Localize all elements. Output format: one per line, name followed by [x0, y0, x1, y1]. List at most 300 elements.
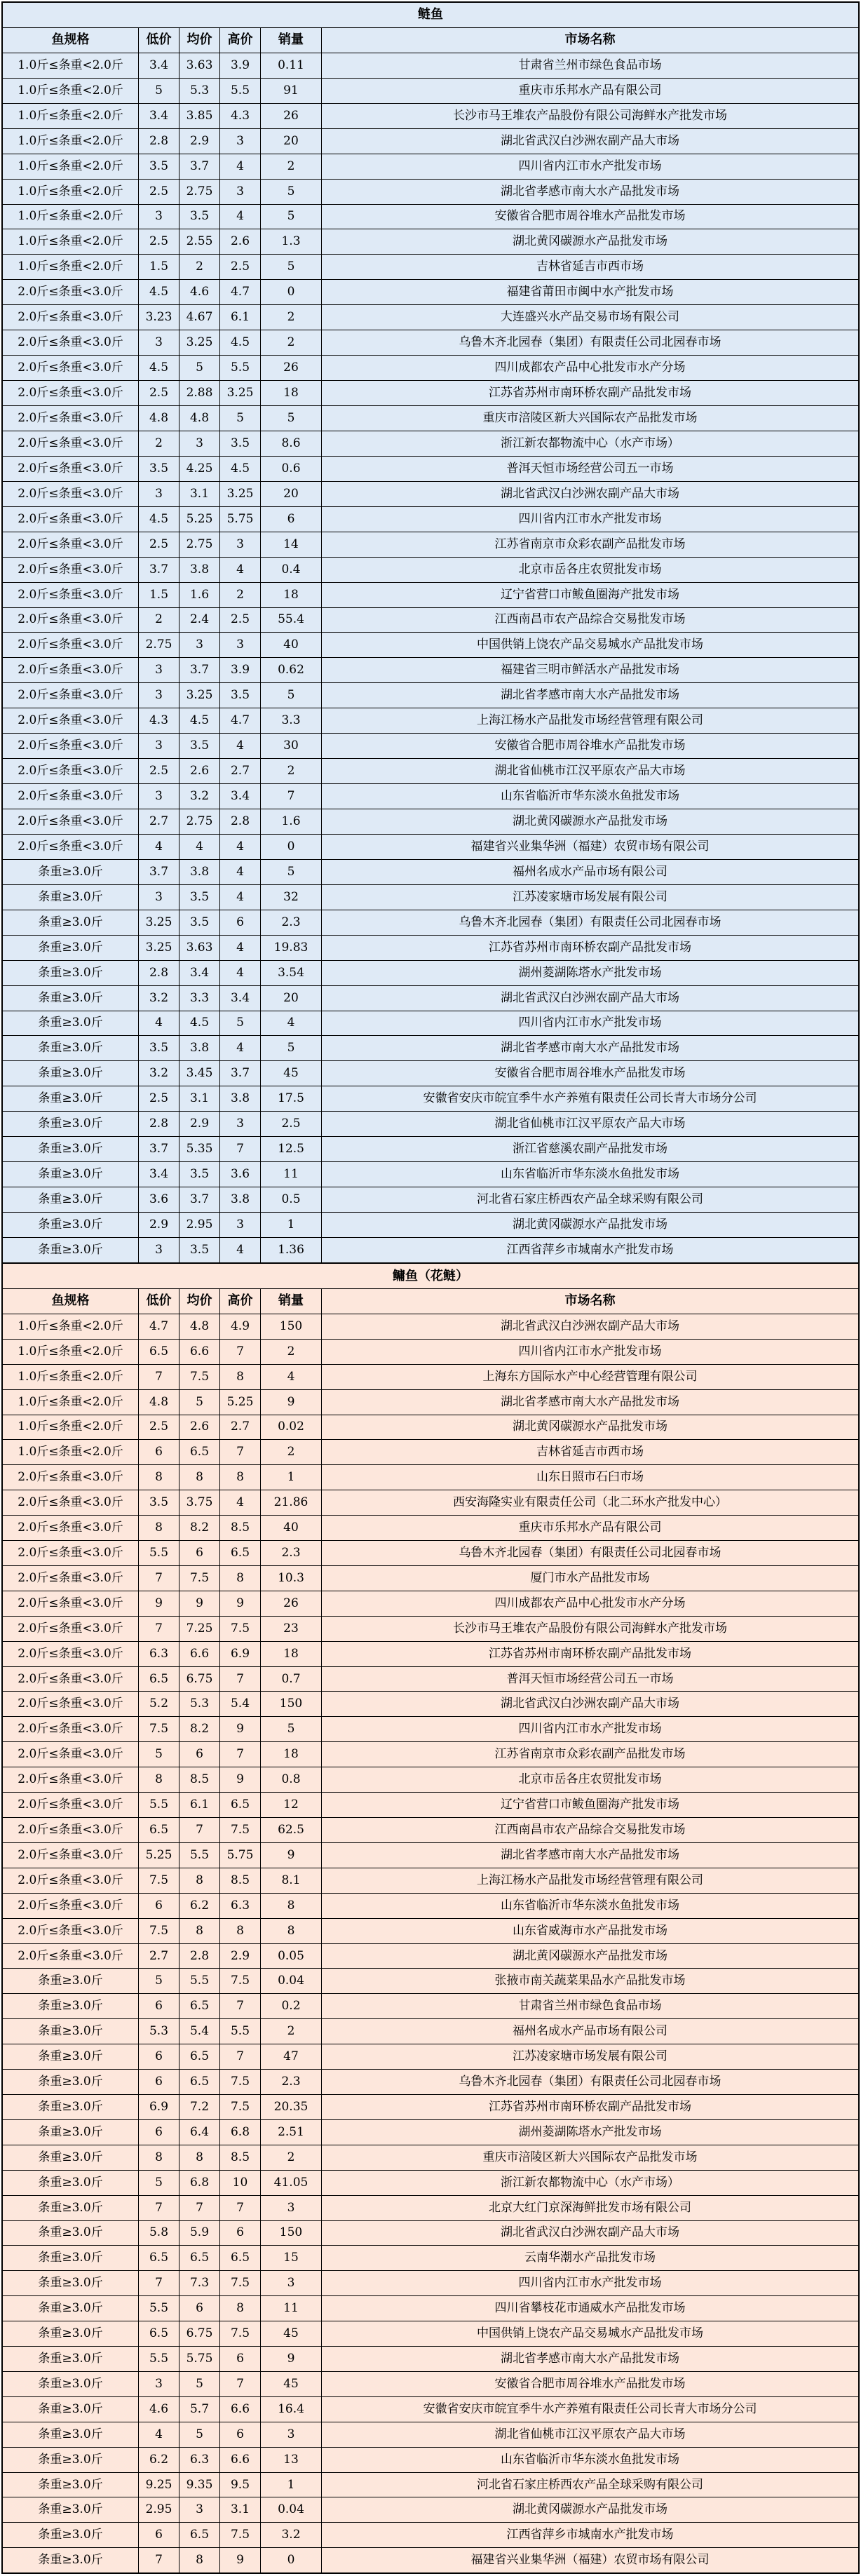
cell-spec: 1.0斤≤条重<2.0斤: [3, 154, 139, 179]
cell-avg: 7.25: [179, 1617, 220, 1641]
cell-spec: 1.0斤≤条重<2.0斤: [3, 1314, 139, 1339]
table-row: [3, 330, 858, 356]
cell-low: 3.6: [139, 1187, 179, 1212]
cell-market: 江苏省苏州市南环桥农副产品批发市场: [489, 2099, 691, 2114]
cell-low: 3.5: [139, 457, 179, 481]
table-row: [3, 2321, 858, 2347]
cell-spec: 2.0斤≤条重<3.0斤: [3, 507, 139, 532]
cell-avg: 5.5: [179, 1843, 220, 1868]
cell-avg: 2.95: [179, 1213, 220, 1237]
cell-high: 3: [220, 129, 261, 154]
cell-avg: 4.67: [179, 305, 220, 330]
cell-spec: 条重≥3.0斤: [3, 2246, 139, 2270]
cell-high: 4: [220, 734, 261, 758]
cell-market: 重庆市乐邦水产品有限公司: [518, 83, 662, 97]
cell-volume: 11: [261, 1162, 322, 1187]
cell-spec: 条重≥3.0斤: [3, 2196, 139, 2220]
cell-low: 9.25: [139, 2473, 179, 2497]
cell-market: 湖北省武汉白沙洲农副产品大市场: [501, 1697, 679, 1711]
table-row: [3, 2120, 858, 2145]
cell-volume: 7: [261, 784, 322, 809]
table-row: [3, 457, 858, 482]
cell-avg: 2.4: [179, 608, 220, 633]
cell-volume: 3.2: [261, 2523, 322, 2547]
cell-volume: 20: [261, 129, 322, 154]
cell-low: 3.4: [139, 1162, 179, 1187]
cell-avg: 3.63: [179, 936, 220, 960]
table-row: [3, 1994, 858, 2019]
cell-low: 3: [139, 885, 179, 910]
cell-avg: 5: [179, 356, 220, 380]
header-low: 低价: [139, 28, 179, 53]
table-row: [3, 507, 858, 532]
cell-volume: 18: [261, 381, 322, 405]
cell-market: 江苏省南京市众彩农副产品批发市场: [494, 1747, 686, 1762]
cell-high: 6: [220, 2422, 261, 2447]
cell-low: 6.9: [139, 2095, 179, 2119]
table-row: [3, 255, 858, 280]
cell-avg: 3: [179, 633, 220, 657]
cell-volume: 0.5: [261, 1187, 322, 1212]
header-volume: 销量: [261, 1289, 322, 1314]
cell-volume: 2.5: [261, 1112, 322, 1136]
cell-spec: 2.0斤≤条重<3.0斤: [3, 381, 139, 405]
cell-spec: 条重≥3.0斤: [3, 885, 139, 910]
table-row: [3, 1365, 858, 1390]
table-row: [3, 1415, 858, 1441]
cell-low: 6.5: [139, 1340, 179, 1364]
table-row: [3, 180, 858, 205]
cell-market: 张掖市南关蔬菜果品水产品批发市场: [494, 1974, 686, 1988]
cell-spec: 条重≥3.0斤: [3, 936, 139, 960]
cell-market: 江苏凌家塘市场发展有限公司: [513, 2049, 667, 2064]
section-silver-carp: [3, 3, 858, 1262]
cell-avg: 5.4: [179, 2019, 220, 2044]
cell-volume: 2: [261, 154, 322, 179]
cell-avg: 5.35: [179, 1137, 220, 1161]
cell-low: 3.5: [139, 1490, 179, 1515]
cell-market: 湖北省仙桃市江汉平原农产品大市场: [494, 764, 686, 778]
cell-low: 6: [139, 2044, 179, 2069]
cell-market: 江西南昌市农产品综合交易批发市场: [494, 1822, 686, 1837]
cell-spec: 条重≥3.0斤: [3, 1187, 139, 1212]
cell-low: 3: [139, 1238, 179, 1262]
cell-spec: 1.0斤≤条重<2.0斤: [3, 1365, 139, 1389]
cell-volume: 1.36: [261, 1238, 322, 1262]
cell-high: 6.5: [220, 1793, 261, 1817]
table-row: [3, 784, 858, 809]
cell-high: 6.1: [220, 305, 261, 330]
cell-spec: 条重≥3.0斤: [3, 2296, 139, 2321]
cell-avg: 2.88: [179, 381, 220, 405]
cell-low: 3.7: [139, 860, 179, 884]
cell-high: 6: [220, 2221, 261, 2246]
cell-spec: 1.0斤≤条重<2.0斤: [3, 205, 139, 229]
cell-high: 5.75: [220, 507, 261, 532]
cell-high: 6.8: [220, 2120, 261, 2145]
cell-low: 4.3: [139, 708, 179, 733]
cell-high: 7: [220, 2372, 261, 2396]
cell-high: 5: [220, 406, 261, 431]
cell-market: 江西南昌市农产品综合交易批发市场: [494, 612, 686, 627]
cell-volume: 15: [261, 2246, 322, 2270]
cell-volume: 2: [261, 1340, 322, 1364]
cell-spec: 2.0斤≤条重<3.0斤: [3, 1566, 139, 1591]
cell-spec: 条重≥3.0斤: [3, 2271, 139, 2295]
cell-avg: 6.6: [179, 1642, 220, 1666]
table-row: [3, 2019, 858, 2044]
section-bighead-carp: [3, 1262, 858, 2572]
cell-avg: 8: [179, 2145, 220, 2170]
cell-market: 四川成都农产品中心批发市水产分场: [494, 1596, 686, 1610]
cell-market: 河北省石家庄桥西农产品全球采购有限公司: [477, 2477, 703, 2492]
cell-spec: 条重≥3.0斤: [3, 1137, 139, 1161]
cell-spec: 条重≥3.0斤: [3, 910, 139, 935]
cell-low: 2.95: [139, 2497, 179, 2522]
cell-spec: 1.0斤≤条重<2.0斤: [3, 104, 139, 128]
cell-spec: 条重≥3.0斤: [3, 1086, 139, 1111]
cell-low: 2.5: [139, 532, 179, 557]
cell-market: 湖北省孝感市南大水产品批发市场: [501, 2352, 679, 2366]
cell-spec: 2.0斤≤条重<3.0斤: [3, 1667, 139, 1692]
cell-spec: 2.0斤≤条重<3.0斤: [3, 708, 139, 733]
cell-volume: 0.11: [261, 53, 322, 78]
cell-market: 四川省攀枝花市通威水产品批发市场: [494, 2301, 686, 2316]
cell-high: 4.5: [220, 330, 261, 355]
cell-market: 湖北黄冈碳源水产品批发市场: [513, 2502, 667, 2517]
cell-low: 4.5: [139, 280, 179, 304]
cell-high: 9.5: [220, 2473, 261, 2497]
cell-spec: 1.0斤≤条重<2.0斤: [3, 1340, 139, 1364]
cell-spec: 2.0斤≤条重<3.0斤: [3, 305, 139, 330]
cell-high: 8.5: [220, 1516, 261, 1540]
cell-high: 7: [220, 1994, 261, 2018]
cell-market: 四川省内江市水产批发市场: [518, 1016, 662, 1030]
cell-avg: 6.5: [179, 2523, 220, 2547]
cell-volume: 3.3: [261, 708, 322, 733]
cell-volume: 20: [261, 482, 322, 506]
cell-spec: 1.0斤≤条重<2.0斤: [3, 53, 139, 78]
cell-avg: 3.8: [179, 558, 220, 582]
table-row: [3, 608, 858, 633]
cell-low: 2: [139, 431, 179, 456]
cell-market: 湖北省仙桃市江汉平原农产品大市场: [494, 2427, 686, 2441]
cell-avg: 7.5: [179, 1365, 220, 1389]
table-row: [3, 79, 858, 104]
cell-market: 吉林省延吉市西市场: [536, 259, 644, 274]
cell-spec: 条重≥3.0斤: [3, 2019, 139, 2044]
cell-market: 湖北省孝感市南大水产品批发市场: [501, 184, 679, 198]
cell-spec: 条重≥3.0斤: [3, 2171, 139, 2195]
cell-high: 3.8: [220, 1086, 261, 1111]
cell-volume: 4: [261, 1365, 322, 1389]
table-row: [3, 708, 858, 734]
table-row: [3, 961, 858, 986]
cell-high: 7.5: [220, 1969, 261, 1993]
cell-spec: 条重≥3.0斤: [3, 2397, 139, 2422]
cell-spec: 2.0斤≤条重<3.0斤: [3, 1591, 139, 1616]
cell-market: 辽宁省营口市鲅鱼圈海产批发市场: [501, 1798, 679, 1812]
cell-low: 3: [139, 330, 179, 355]
cell-high: 4: [220, 835, 261, 859]
cell-spec: 条重≥3.0斤: [3, 2120, 139, 2145]
cell-high: 8.5: [220, 2145, 261, 2170]
table-row: [3, 885, 858, 910]
cell-spec: 条重≥3.0斤: [3, 2473, 139, 2497]
table-row: [3, 1742, 858, 1767]
cell-low: 2.5: [139, 1415, 179, 1440]
cell-avg: 6.6: [179, 1340, 220, 1364]
cell-high: 4.7: [220, 708, 261, 733]
cell-avg: 8: [179, 1465, 220, 1490]
header-high: 高价: [220, 28, 261, 53]
table-row: [3, 2497, 858, 2523]
cell-avg: 3.8: [179, 1036, 220, 1060]
cell-high: 8: [220, 1465, 261, 1490]
cell-market: 安徽省合肥市周谷堆水产品批发市场: [494, 209, 686, 224]
cell-market: 湖北省武汉白沙洲农副产品大市场: [501, 133, 679, 148]
cell-market: 重庆市涪陵区新大兴国际农产品批发市场: [482, 410, 698, 425]
cell-spec: 条重≥3.0斤: [3, 2221, 139, 2246]
cell-volume: 5: [261, 1717, 322, 1741]
table-row: [3, 1617, 858, 1642]
cell-avg: 3.3: [179, 986, 220, 1011]
table-row: [3, 1541, 858, 1566]
cell-avg: 9.35: [179, 2473, 220, 2497]
cell-volume: 26: [261, 104, 322, 128]
cell-high: 2.8: [220, 809, 261, 834]
cell-market: 重庆市乐邦水产品有限公司: [518, 1520, 662, 1535]
cell-low: 7: [139, 1617, 179, 1641]
cell-low: 5: [139, 1969, 179, 1993]
cell-volume: 91: [261, 79, 322, 103]
table-row: [3, 2070, 858, 2095]
cell-avg: 4: [179, 835, 220, 859]
cell-market: 山东省临沂市华东淡水鱼批发市场: [501, 789, 679, 804]
cell-volume: 16.4: [261, 2397, 322, 2422]
cell-spec: 1.0斤≤条重<2.0斤: [3, 180, 139, 204]
cell-avg: 6.5: [179, 2246, 220, 2270]
cell-low: 3.25: [139, 936, 179, 960]
cell-high: 7.5: [220, 1617, 261, 1641]
cell-volume: 5: [261, 406, 322, 431]
cell-high: 5.75: [220, 1843, 261, 1868]
cell-volume: 1.3: [261, 229, 322, 254]
cell-high: 8: [220, 2296, 261, 2321]
cell-spec: 2.0斤≤条重<3.0斤: [3, 1767, 139, 1792]
cell-low: 3: [139, 2372, 179, 2396]
section-title: 鲢鱼: [418, 7, 443, 22]
cell-spec: 2.0斤≤条重<3.0斤: [3, 633, 139, 657]
table-row: [3, 305, 858, 330]
cell-low: 1.5: [139, 255, 179, 279]
cell-spec: 条重≥3.0斤: [3, 1969, 139, 1993]
cell-high: 3.9: [220, 658, 261, 682]
cell-low: 8: [139, 1516, 179, 1540]
cell-high: 3.7: [220, 1061, 261, 1086]
cell-low: 3: [139, 784, 179, 809]
cell-avg: 6: [179, 1742, 220, 1767]
cell-avg: 7.2: [179, 2095, 220, 2119]
cell-low: 7.5: [139, 1868, 179, 1893]
table-row: [3, 1591, 858, 1617]
cell-low: 2.75: [139, 633, 179, 657]
cell-market: 乌鲁木齐北园春（集团）有限责任公司北园春市场: [459, 335, 721, 350]
cell-volume: 9: [261, 1843, 322, 1868]
cell-volume: 41.05: [261, 2171, 322, 2195]
cell-avg: 2.8: [179, 1944, 220, 1969]
cell-high: 2.6: [220, 229, 261, 254]
cell-spec: 2.0斤≤条重<3.0斤: [3, 683, 139, 708]
table-row: [3, 2347, 858, 2372]
cell-high: 4: [220, 1036, 261, 1060]
cell-spec: 2.0斤≤条重<3.0斤: [3, 1742, 139, 1767]
cell-volume: 12: [261, 1793, 322, 1817]
cell-low: 6: [139, 2070, 179, 2094]
cell-market: 山东省临沂市华东淡水鱼批发市场: [501, 1898, 679, 1913]
cell-spec: 2.0斤≤条重<3.0斤: [3, 809, 139, 834]
table-row: [3, 1818, 858, 1843]
cell-high: 3: [220, 1112, 261, 1136]
cell-avg: 3.5: [179, 734, 220, 758]
header-spec: 鱼规格: [3, 28, 139, 53]
cell-volume: 0: [261, 280, 322, 304]
cell-market: 湖北省武汉白沙洲农副产品大市场: [501, 486, 679, 501]
cell-low: 7: [139, 1566, 179, 1591]
cell-spec: 条重≥3.0斤: [3, 986, 139, 1011]
cell-market: 福州名成水产品市场有限公司: [513, 2024, 667, 2039]
cell-spec: 2.0斤≤条重<3.0斤: [3, 759, 139, 783]
cell-avg: 3.8: [179, 860, 220, 884]
cell-avg: 8.2: [179, 1516, 220, 1540]
cell-high: 7: [220, 2196, 261, 2220]
cell-low: 4.6: [139, 2397, 179, 2422]
cell-volume: 55.4: [261, 608, 322, 633]
cell-low: 4.5: [139, 356, 179, 380]
cell-volume: 26: [261, 1591, 322, 1616]
cell-low: 2.7: [139, 809, 179, 834]
cell-volume: 2.3: [261, 2070, 322, 2094]
header-avg: 均价: [179, 1289, 220, 1314]
cell-avg: 2.9: [179, 129, 220, 154]
cell-volume: 20: [261, 986, 322, 1011]
cell-avg: 4.6: [179, 280, 220, 304]
cell-volume: 47: [261, 2044, 322, 2069]
cell-volume: 1: [261, 1465, 322, 1490]
cell-high: 7.5: [220, 2070, 261, 2094]
cell-volume: 8.1: [261, 1868, 322, 1893]
cell-high: 6: [220, 910, 261, 935]
cell-low: 5.5: [139, 2347, 179, 2371]
cell-volume: 0.6: [261, 457, 322, 481]
cell-spec: 条重≥3.0斤: [3, 2070, 139, 2094]
table-row: [3, 1667, 858, 1692]
cell-market: 普洱天恒市场经营公司五一市场: [506, 461, 674, 476]
cell-low: 6: [139, 1894, 179, 1918]
cell-low: 8: [139, 1767, 179, 1792]
cell-volume: 12.5: [261, 1137, 322, 1161]
cell-volume: 8: [261, 1894, 322, 1918]
table-row: [3, 1516, 858, 1541]
cell-avg: 2: [179, 255, 220, 279]
cell-spec: 条重≥3.0斤: [3, 2044, 139, 2069]
cell-spec: 2.0斤≤条重<3.0斤: [3, 1919, 139, 1943]
cell-market: 浙江新农都物流中心（水产市场）: [501, 2175, 679, 2190]
cell-spec: 2.0斤≤条重<3.0斤: [3, 1818, 139, 1842]
cell-high: 3.9: [220, 53, 261, 78]
cell-volume: 150: [261, 1314, 322, 1339]
cell-high: 7: [220, 1440, 261, 1464]
cell-spec: 2.0斤≤条重<3.0斤: [3, 583, 139, 607]
section-title: 鳙鱼（花鲢）: [393, 1268, 468, 1283]
cell-volume: 8: [261, 1919, 322, 1943]
cell-market: 西安海隆实业有限责任公司（北二环水产批发中心）: [453, 1495, 727, 1510]
cell-volume: 2: [261, 330, 322, 355]
cell-avg: 5.75: [179, 2347, 220, 2371]
cell-market: 山东省临沂市华东淡水鱼批发市场: [501, 2452, 679, 2467]
cell-high: 2.9: [220, 1944, 261, 1969]
cell-low: 7: [139, 1365, 179, 1389]
cell-volume: 19.83: [261, 936, 322, 960]
cell-low: 6: [139, 1440, 179, 1464]
table-row: [3, 1238, 858, 1262]
cell-volume: 2.3: [261, 1541, 322, 1565]
cell-high: 6.6: [220, 2448, 261, 2472]
table-row: [3, 1187, 858, 1213]
cell-high: 4: [220, 154, 261, 179]
cell-volume: 2: [261, 759, 322, 783]
cell-market: 湖北省孝感市南大水产品批发市场: [501, 1041, 679, 1056]
cell-low: 5.5: [139, 1541, 179, 1565]
table-row: [3, 1036, 858, 1061]
cell-avg: 8: [179, 1919, 220, 1943]
cell-avg: 2.6: [179, 1415, 220, 1440]
cell-spec: 1.0斤≤条重<2.0斤: [3, 229, 139, 254]
cell-avg: 2.55: [179, 229, 220, 254]
section-title-row: [3, 1262, 858, 1289]
cell-low: 5.2: [139, 1692, 179, 1716]
cell-market: 福建省兴业集华洲（福建）农贸市场有限公司: [470, 839, 710, 854]
table-row: [3, 2523, 858, 2548]
header-market: 市场名称: [564, 32, 616, 48]
cell-low: 4: [139, 2422, 179, 2447]
cell-high: 3: [220, 180, 261, 204]
cell-avg: 6.1: [179, 1793, 220, 1817]
cell-volume: 40: [261, 633, 322, 657]
cell-low: 4.5: [139, 507, 179, 532]
header-volume: 销量: [261, 28, 322, 53]
cell-volume: 30: [261, 734, 322, 758]
cell-avg: 3.25: [179, 683, 220, 708]
cell-high: 6.6: [220, 2397, 261, 2422]
cell-avg: 8: [179, 2548, 220, 2572]
cell-avg: 5.3: [179, 79, 220, 103]
cell-low: 5.3: [139, 2019, 179, 2044]
cell-low: 3.5: [139, 1036, 179, 1060]
cell-avg: 6.5: [179, 2044, 220, 2069]
cell-spec: 条重≥3.0斤: [3, 2497, 139, 2522]
cell-high: 3.25: [220, 482, 261, 506]
cell-high: 8: [220, 1365, 261, 1389]
cell-spec: 2.0斤≤条重<3.0斤: [3, 532, 139, 557]
cell-avg: 6.5: [179, 1994, 220, 2018]
table-row: [3, 936, 858, 961]
cell-high: 8: [220, 1919, 261, 1943]
cell-avg: 4.8: [179, 1314, 220, 1339]
cell-market: 厦门市水产品批发市场: [530, 1570, 650, 1585]
cell-low: 6.2: [139, 2448, 179, 2472]
cell-market: 湖北省武汉白沙洲农副产品大市场: [501, 1319, 679, 1333]
